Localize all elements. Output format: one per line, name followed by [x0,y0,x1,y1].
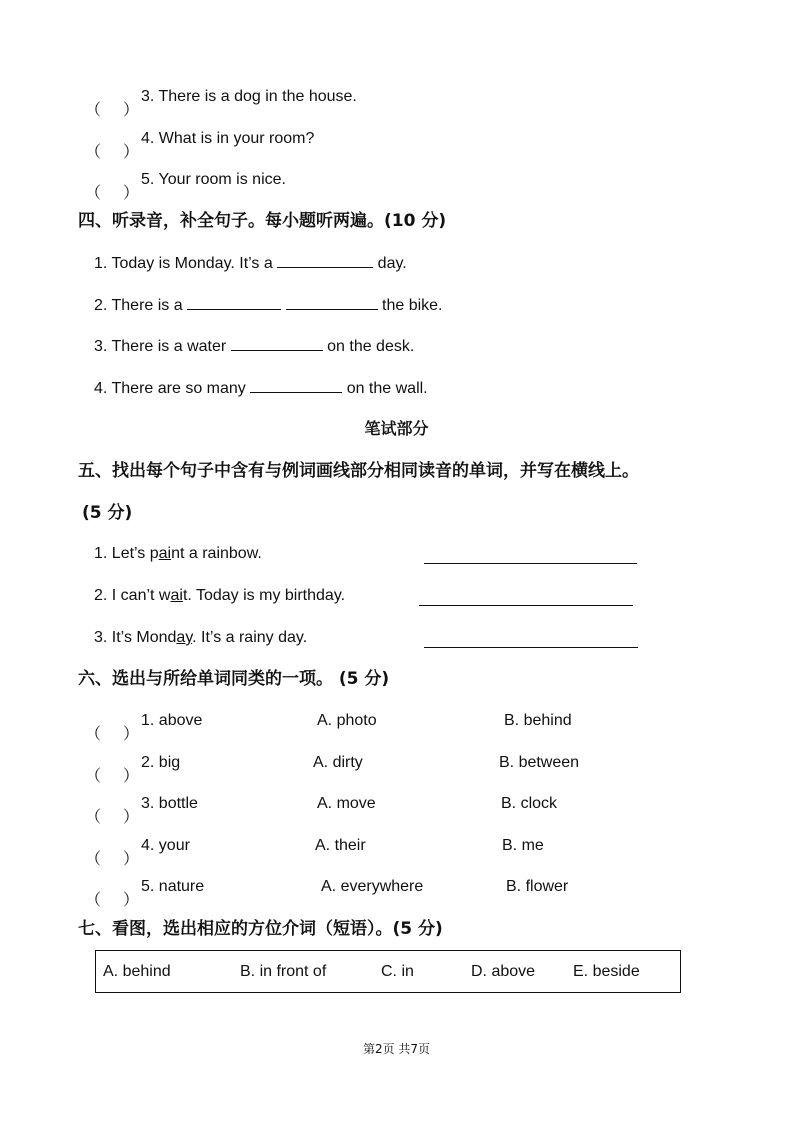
fill-pre: 2. There is a [94,297,183,314]
choice-question: 4. your [141,837,190,854]
answer-blank[interactable] [250,378,342,393]
underlined-letters: ai [170,587,183,604]
phonics-text: 2. I can’t w [94,587,171,604]
phonics-text: . It’s a rainy day. [192,629,308,646]
answer-blank[interactable] [187,295,281,310]
fill-post: the bike. [382,297,443,314]
paren-open: （ [85,144,102,161]
paren-close: ） [123,809,140,826]
question-row [85,87,357,119]
paren-close: ） [123,851,140,868]
paren-close: ） [123,144,140,161]
paren-open: （ [85,892,102,909]
option-a: A. move [317,795,376,812]
option-a: A. photo [317,712,377,729]
option-b: B. behind [504,712,572,729]
answer-blank[interactable] [286,295,378,310]
phonics-text: t. Today is my birthday. [182,587,346,604]
paren-close: ） [123,892,140,909]
section4-heading: 四、听录音，补全句子。每小题听两遍。(10 分) [78,211,447,231]
page-footer: 第2页 共7页 [362,1042,431,1056]
question-row [85,129,315,161]
word-bank-option: D. above [471,963,536,980]
word-bank-option: C. in [381,963,414,980]
paren-open: （ [85,185,102,202]
answer-blank[interactable] [424,549,637,564]
fill-pre: 3. There is a water [94,338,227,355]
question-text: 3. There is a dog in the house. [141,88,357,105]
section6-heading: 六、选出与所给单词同类的一项。 (5 分) [78,669,390,689]
choice-question: 1. above [141,712,203,729]
phonics-text: nt a rainbow. [171,545,262,562]
option-a: A. everywhere [321,878,424,895]
question-row [85,170,286,202]
question-text: 4. What is in your room? [141,130,315,147]
paren-close: ） [123,768,140,785]
choice-row [85,711,203,743]
written-part-title: 笔试部分 [364,419,429,438]
option-a: A. dirty [313,754,363,771]
answer-blank[interactable] [424,633,638,648]
fill-item [94,253,407,274]
phonics-item [94,586,345,606]
option-b: B. clock [501,795,558,812]
choice-question: 5. nature [141,878,205,895]
fill-post: on the desk. [327,338,415,355]
fill-post: day. [377,255,407,272]
answer-blank[interactable] [419,591,633,606]
fill-item [94,295,442,316]
option-b: B. between [499,754,580,771]
section7-heading: 七、看图，选出相应的方位介词（短语）。(5 分) [78,919,443,939]
choice-row [85,836,190,868]
phonics-text: 1. Let’s p [94,545,159,562]
paren-open: （ [85,768,102,785]
word-bank-option: A. behind [103,963,171,980]
word-bank-option: E. beside [573,963,640,980]
fill-item [94,378,428,399]
section5-score: (5 分) [82,503,133,523]
choice-question: 2. big [141,754,181,771]
question-text: 5. Your room is nice. [141,171,286,188]
paren-open: （ [85,809,102,826]
option-b: B. flower [506,878,569,895]
option-b: B. me [502,837,544,854]
phonics-item [94,544,262,564]
word-bank-box [95,950,681,993]
phonics-item [94,628,307,648]
paren-open: （ [85,851,102,868]
paren-open: （ [85,102,102,119]
paren-open: （ [85,726,102,743]
underlined-letters: ai [158,545,172,562]
answer-blank[interactable] [277,253,373,268]
paren-close: ） [123,726,140,743]
choice-row [85,877,205,909]
fill-pre: 4. There are so many [94,380,246,397]
underlined-letters: ay [176,629,193,646]
fill-post: on the wall. [346,380,428,397]
paren-close: ） [123,102,140,119]
answer-blank[interactable] [231,336,323,351]
choice-question: 3. bottle [141,795,198,812]
word-bank-option: B. in front of [240,963,327,980]
choice-row [85,794,198,826]
option-a: A. their [315,837,366,854]
phonics-text: 3. It’s Mond [94,629,177,646]
choice-row [85,753,181,785]
section5-heading: 五、找出每个句子中含有与例词画线部分相同读音的单词，并写在横线上。 [78,461,639,481]
paren-close: ） [123,185,140,202]
fill-pre: 1. Today is Monday. It’s a [94,255,273,272]
fill-item [94,336,414,357]
